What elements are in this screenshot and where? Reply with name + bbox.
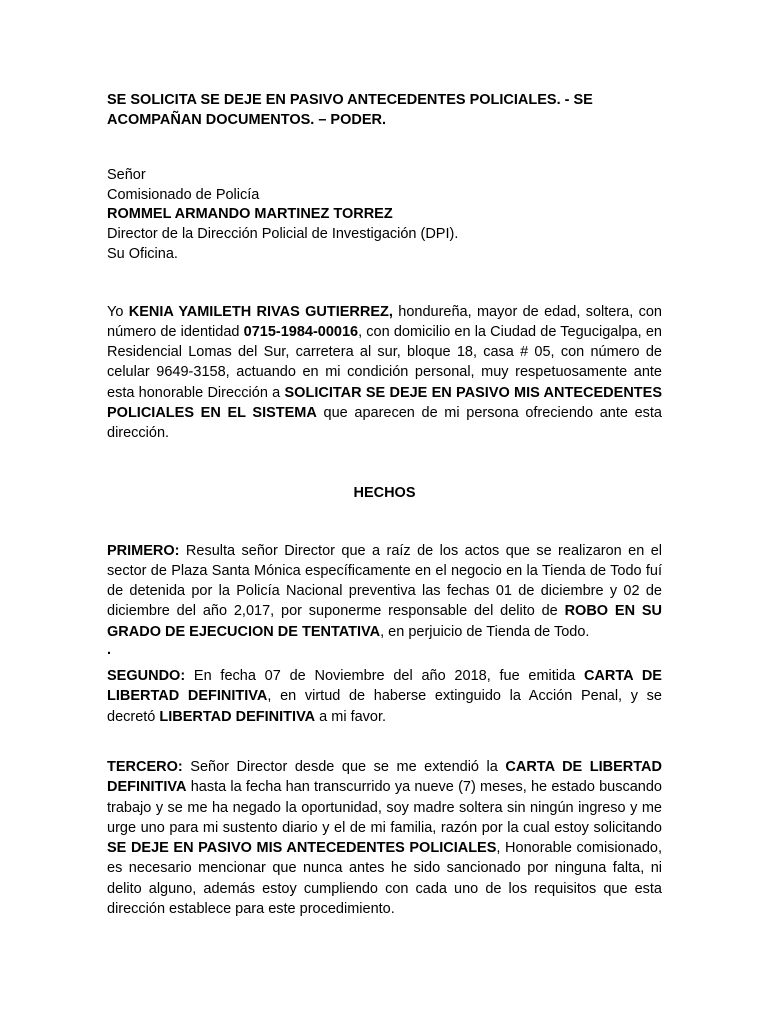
addressee-block <box>107 166 662 265</box>
fact-segundo-text-3: a mi favor. <box>315 708 387 725</box>
fact-tercero-label: TERCERO: <box>107 758 183 775</box>
release-letter: CARTA DE LIBERTAD DEFINITIVA <box>107 668 662 705</box>
fact-segundo-text-2: , en virtud de haberse extinguido la Acción Penal, y se decretó <box>107 688 662 725</box>
intro-text-4: que aparecen de mi persona ofreciendo ante esta dirección. <box>107 405 662 442</box>
fact-tercero-text-1: Señor Director desde que se me extendió la <box>182 758 506 775</box>
fact-primero-text-2: , en perjuicio de Tienda de Todo. <box>380 623 590 640</box>
addressee-salutation: Señor <box>107 167 146 183</box>
definitive-release: LIBERTAD DEFINITIVA <box>159 708 316 725</box>
fact-primero <box>107 541 662 642</box>
fact-primero-label: PRIMERO: <box>107 542 180 559</box>
section-heading: HECHOS <box>353 484 416 501</box>
offense-name: ROBO EN SU GRADO DE EJECUCION DE TENTATIVA <box>107 603 663 640</box>
fact-segundo <box>107 666 662 727</box>
stray-dot: . <box>107 642 112 659</box>
intro-paragraph <box>107 302 662 444</box>
fact-tercero-text-3: , Honorable comisionado, es necesario mencionar que nunca antes he sido sancionado por ninguna falta, ni delito alguno, además estoy cumpliendo con cada uno de los requisitos que esta dirección establece para este procedimiento. <box>107 840 662 918</box>
intro-text-2: hondureña, mayor de edad, soltera, con número de identidad <box>107 303 662 340</box>
request-statement: SOLICITAR SE DEJE EN PASIVO MIS ANTECEDENTES POLICIALES EN EL SISTEMA <box>107 384 662 421</box>
addressee-position: Director de la Dirección Policial de Investigación (DPI). <box>107 226 459 243</box>
addressee-name: ROMMEL ARMANDO MARTINEZ TORREZ <box>107 206 393 223</box>
addressee-office: Su Oficina. <box>107 245 178 262</box>
addressee-rank: Comisionado de Policía <box>107 186 260 203</box>
intro-text-1: Yo <box>107 303 129 320</box>
request-restatement: SE DEJE EN PASIVO MIS ANTECEDENTES POLICIALES <box>107 840 497 857</box>
fact-segundo-text-1: En fecha 07 de Noviembre del año 2018, fue emitida <box>185 668 584 685</box>
fact-tercero-text-2: hasta la fecha han transcurrido ya nueve (7) meses, he estado buscando trabajo y se me ha negado la oportunidad, soy madre soltera sin ningún ingreso y me urge uno para mi sustento diario y el de mi familia, razón por la cual estoy solicitando <box>107 779 662 836</box>
fact-tercero <box>107 757 662 919</box>
fact-primero-text-1: Resulta señor Director que a raíz de los actos que se realizaron en el sector de Plaza Santa Mónica específicamente en el negocio en la Tienda de Todo fuí de detenida por la Policía Nacional preventiva las fechas 01 de diciembre y 02 de diciembre del año 2,017, por suponerme responsable del delito de <box>107 542 662 620</box>
fact-segundo-label: SEGUNDO: <box>107 668 186 685</box>
petitioner-name: KENIA YAMILETH RIVAS GUTIERREZ, <box>128 303 393 320</box>
identity-number: 0715-1984-00016 <box>243 323 359 340</box>
document-title: SE SOLICITA SE DEJE EN PASIVO ANTECEDENTES POLICIALES. - SE ACOMPAÑAN DOCUMENTOS. – PODER. <box>107 92 593 128</box>
intro-text-3: , con domicilio en la Ciudad de Tegucigalpa, en Residencial Lomas del Sur, carretera al sur, bloque 18, casa # 05, con número de celular 9649-3158, actuando en mi condición personal, muy respetuosamente ante esta honorable Dirección a <box>107 323 662 401</box>
release-letter-ref: CARTA DE LIBERTAD DEFINITIVA <box>107 758 662 796</box>
